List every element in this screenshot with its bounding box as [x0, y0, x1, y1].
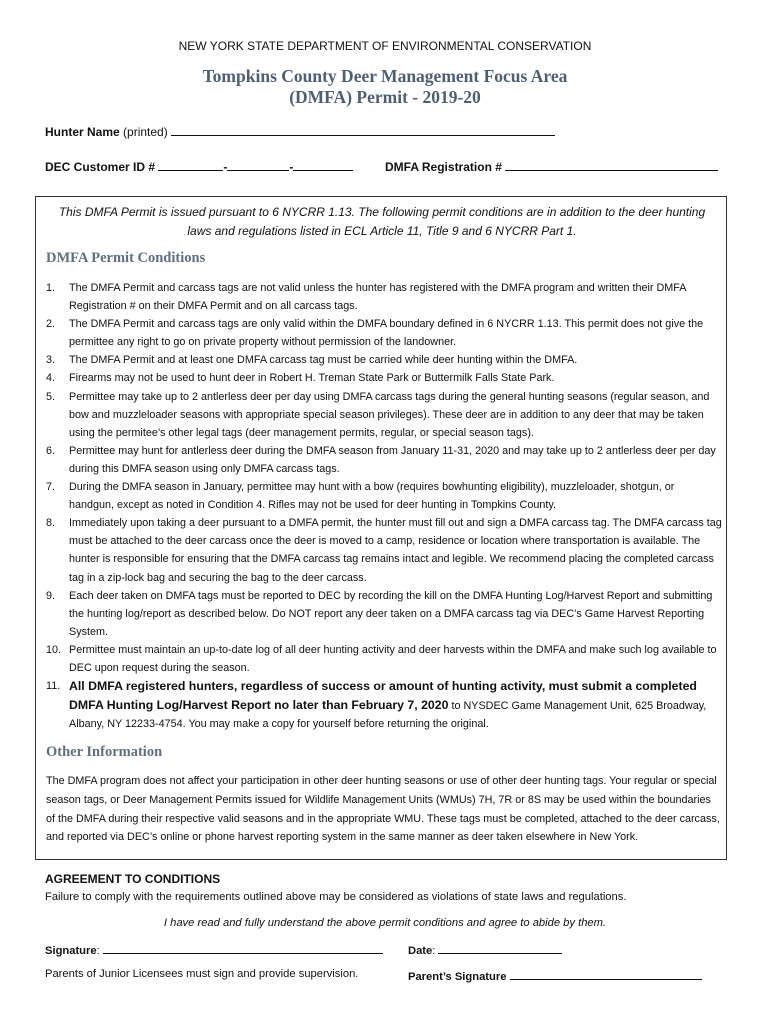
deadline-text: All DMFA registered hunters, regardless of success or amount of hunting activity, must submit a completed DMFA Hunting Log/Harvest Report no later than February 7, 2020: [69, 679, 697, 713]
list-item-deadline: 11. All DMFA registered hunters, regardless of success or amount of hunting activity, must submit a completed DMFA Hunting Log/Harvest Report no later than February 7, 2020 to NYSDEC Game Management Unit, 625 Broadway, Albany, NY 12233-4754. You may make a copy for yourself before returning the original.: [46, 679, 707, 731]
agency-name: NEW YORK STATE DEPARTMENT OF ENVIRONMENTAL CONSERVATION: [178, 39, 592, 53]
list-item: 1. The DMFA Permit and carcass tags are not valid unless the hunter has registered with the DMFA program and written their DMFA Registration # on their DMFA Permit and on all carcass tags.: [46, 282, 686, 313]
registration-field: [385, 159, 718, 174]
conditions-box: [35, 196, 727, 860]
list-item: 7. During the DMFA season in January, permittee may hunt with a bow (requires bowhunting eligibility), muzzleloader, shotgun, or handgun, except as noted in Condition 4. Rifles may not be used for deer hunting in Tompkins County.: [46, 481, 675, 512]
date-label: Date: [408, 945, 433, 957]
document-title: [0, 66, 770, 108]
list-item: 5. Permittee may take up to 2 antlerless deer per day using DMFA carcass tags during the general hunting seasons (regular season, and bow and muzzleloader seasons with appropriate special season privileges). These deer are in addition to any deer that may be taken using the permitee’s other legal tags (deer management permits, regular, or special season tags).: [46, 390, 710, 439]
customer-id-part-2[interactable]: [227, 159, 289, 171]
agreement-heading: AGREEMENT TO CONDITIONS: [45, 872, 221, 886]
affirmation-text: I have read and fully understand the above permit conditions and agree to abide by them.: [163, 917, 607, 929]
list-item: 8. Immediately upon taking a deer pursuant to a DMFA permit, the hunter must fill out and sign a DMFA carcass tag. The DMFA carcass tag must be attached to the deer carcass once the deer is moved to a camp, residence or location where transportation is available. The hunter is responsible for ensuring that the DMFA carcass tag remains intact and legible. We recommend placing the completed carcass tag in a zip-lock bag and securing the bag to the deer carcass.: [46, 517, 722, 584]
list-item: 6. Permittee may hunt for antlerless deer during the DMFA season from January 11-31, 2020 and may take up to 2 antlerless deer per day during this DMFA season using only DMFA carcass tags.: [46, 444, 716, 475]
hunter-name-label: Hunter Name: [45, 125, 120, 139]
hunter-name-input-line[interactable]: [171, 124, 555, 136]
list-item: 3. The DMFA Permit and at least one DMFA carcass tag must be carried while deer hunting within the DMFA.: [46, 354, 578, 367]
customer-id-part-3[interactable]: [293, 159, 353, 171]
intro-text: This DMFA Permit is issued pursuant to 6 NYCRR 1.13. The following permit conditions are in addition to the deer hunting laws and regulations listed in ECL Article 11, Title 9 and 6 NYCRR Part 1.: [58, 205, 706, 238]
parent-signature-input-line[interactable]: [510, 968, 702, 980]
customer-id-field: DEC Customer ID # - -: [45, 159, 353, 174]
list-item: 4. Firearms may not be used to hunt deer in Robert H. Treman State Park or Buttermilk Falls State Park.: [46, 372, 555, 385]
agreement-text: Failure to comply with the requirements outlined above may be considered as violations of state laws and regulations.: [45, 891, 627, 903]
hunter-name-field: [45, 124, 555, 139]
date-field: Date:: [408, 942, 562, 957]
customer-id-part-1[interactable]: [158, 159, 223, 171]
signature-label: Signature: [45, 945, 97, 957]
signature-field: Signature:: [45, 942, 383, 957]
date-input-line[interactable]: [438, 942, 562, 954]
title-line-2: (DMFA) Permit - 2019-20: [289, 87, 481, 107]
conditions-heading: DMFA Permit Conditions: [46, 250, 206, 266]
other-info-text: The DMFA program does not affect your participation in other deer hunting seasons or use of other deer hunting tags. Your regular or special season tags, or Deer Management Permits issued for Wildlife Management Units (WMUs) 7H, 7R or 8S may be used within the boundaries of the DMFA during their respective valid seasons and in the appropriate WMU. These tags must be completed, attached to the deer carcass, and reported via DEC’s online or phone harvest reporting system in the same manner as deer taken elsewhere in New York.: [46, 775, 720, 844]
list-item: 10. Permittee must maintain an up-to-date log of all deer hunting activity and deer harvests within the DMFA and make such log available to DEC upon request during the season.: [46, 643, 717, 674]
parents-note: Parents of Junior Licensees must sign and provide supervision.: [45, 968, 359, 980]
customer-id-label: DEC Customer ID #: [45, 160, 156, 174]
list-item: 9. Each deer taken on DMFA tags must be reported to DEC by recording the kill on the DMFA Hunting Log/Harvest Report and submitting the hunting log/report as described below. Do NOT report any deer taken on a DMFA carcass tag via DEC’s Game Harvest Reporting System.: [46, 589, 713, 638]
hunter-name-suffix: (printed): [123, 125, 168, 139]
other-info-heading: Other Information: [46, 744, 163, 760]
parent-signature-field: [408, 968, 702, 983]
signature-input-line[interactable]: [103, 942, 383, 954]
registration-label: DMFA Registration #: [385, 160, 502, 174]
registration-input-line[interactable]: [505, 159, 718, 171]
list-item: 2. The DMFA Permit and carcass tags are only valid within the DMFA boundary defined in 6 NYCRR 1.13. This permit does not give the permittee any right to go on private property without permission of the landowner.: [46, 318, 704, 349]
conditions-list: [46, 279, 722, 733]
title-line-1: Tompkins County Deer Management Focus Area: [202, 66, 568, 86]
parent-signature-label: Parent’s Signature: [408, 971, 507, 983]
